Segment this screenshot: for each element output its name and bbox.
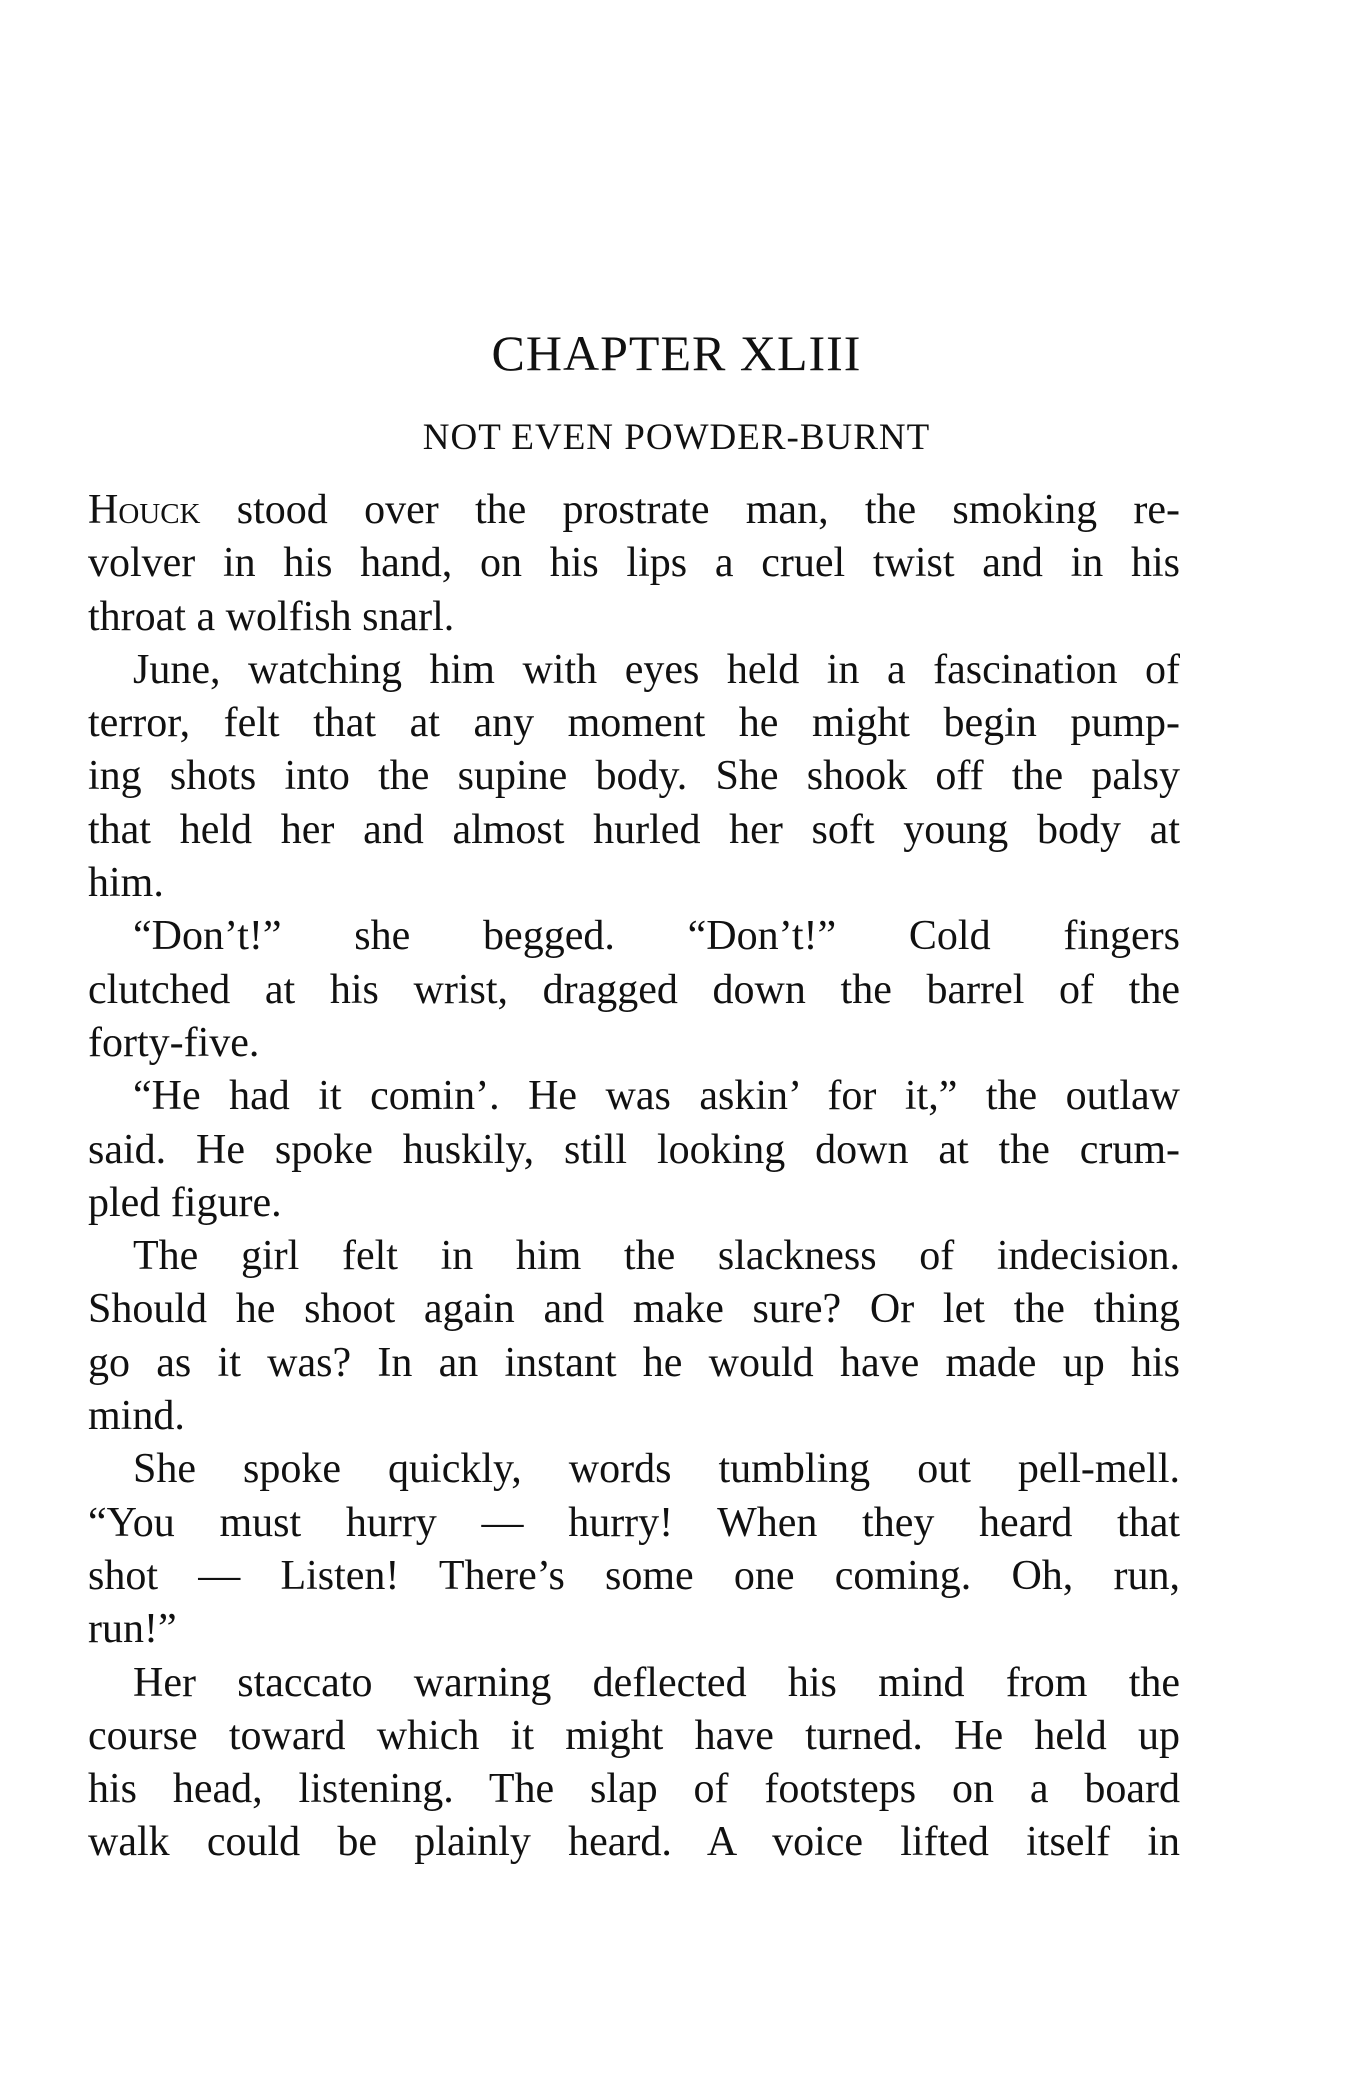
text-line: Should he shoot again and make sure? Or let the thing xyxy=(88,1286,1180,1333)
text-line: “He had it comin’. He was askin’ for it,” the outlaw xyxy=(133,1073,1180,1120)
body-text xyxy=(88,484,1180,1870)
text-line: throat a wolfish snarl. xyxy=(88,593,455,640)
text-line: ing shots into the supine body. She shook off the palsy xyxy=(88,753,1180,800)
text-line xyxy=(88,484,1180,537)
text-line: “Don’t!” she begged. “Don’t!” Cold fingers xyxy=(133,913,1180,960)
text-line: terror, felt that at any moment he might begin pump- xyxy=(88,700,1180,747)
text-line: pled figure. xyxy=(88,1179,282,1226)
text-line: him. xyxy=(88,860,164,907)
text-line: forty-five. xyxy=(88,1019,260,1066)
text-line: She spoke quickly, words tumbling out pell-mell. xyxy=(133,1446,1180,1493)
text-line: clutched at his wrist, dragged down the barrel of the xyxy=(88,966,1180,1013)
text-line: volver in his hand, on his lips a cruel twist and in his xyxy=(88,540,1180,587)
text-line: “You must hurry — hurry! When they heard that xyxy=(88,1499,1180,1546)
chapter-title: NOT EVEN POWDER-BURNT xyxy=(422,417,931,458)
text-line: June, watching him with eyes held in a fascination of xyxy=(133,646,1180,693)
text-line: The girl felt in him the slackness of indecision. xyxy=(133,1233,1180,1280)
first-word: Houck xyxy=(88,487,201,533)
text-line: run!” xyxy=(88,1606,177,1653)
chapter-number: CHAPTER XLIII xyxy=(491,325,862,381)
text-line: mind. xyxy=(88,1393,185,1440)
text-line: said. He spoke huskily, still looking down at the crum- xyxy=(88,1126,1180,1173)
text-line: shot — Listen! There’s some one coming. Oh, run, xyxy=(88,1552,1180,1599)
text-line: that held her and almost hurled her soft young body at xyxy=(88,806,1180,853)
text-line: course toward which it might have turned. He held up xyxy=(88,1712,1180,1759)
text-line: walk could be plainly heard. A voice lifted itself in xyxy=(88,1819,1180,1866)
text-line: go as it was? In an instant he would have made up his xyxy=(88,1339,1180,1386)
text-line: his head, listening. The slap of footsteps on a board xyxy=(88,1766,1180,1813)
line-text: stood over the prostrate man, the smoking re- xyxy=(200,487,1180,533)
text-line: Her staccato warning deflected his mind from the xyxy=(133,1659,1180,1706)
